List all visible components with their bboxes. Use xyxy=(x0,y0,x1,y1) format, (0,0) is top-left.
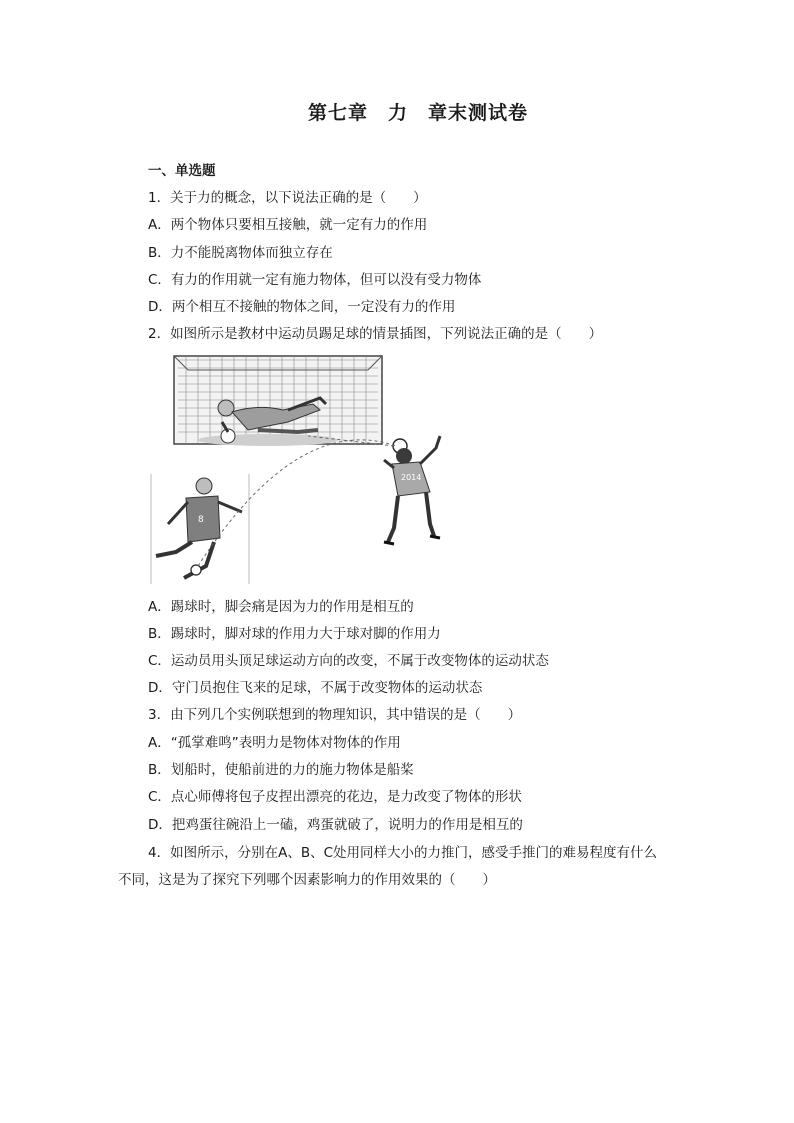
header-jersey-number: 2014 xyxy=(401,473,422,482)
question-2-option-b: B．踢球时，脚对球的作用力大于球对脚的作用力 xyxy=(148,626,441,642)
question-1-option-c: C．有力的作用就一定有施力物体，但可以没有受力物体 xyxy=(148,272,482,288)
soccer-scene-svg xyxy=(148,352,448,587)
question-3-stem: 3．由下列几个实例联想到的物理知识，其中错误的是（ ） xyxy=(148,707,522,723)
question-3-option-c: C．点心师傅将包子皮捏出漂亮的花边，是力改变了物体的形状 xyxy=(148,789,522,805)
header-player-figure xyxy=(384,436,440,544)
question-3-option-b: B．划船时，使船前进的力的施力物体是船桨 xyxy=(148,762,414,778)
question-2-option-c: C．运动员用头顶足球运动方向的改变，不属于改变物体的运动状态 xyxy=(148,653,549,669)
question-3-option-a: A．“孤掌难鸣”表明力是物体对物体的作用 xyxy=(148,735,401,751)
question-2-stem: 2．如图所示是教材中运动员踢足球的情景插图，下列说法正确的是（ ） xyxy=(148,326,603,342)
question-4-stem-line-2: 不同，这是为了探究下列哪个因素影响力的作用效果的（ ） xyxy=(118,872,496,888)
question-2-option-a: A．踢球时，脚会痛是因为力的作用是相互的 xyxy=(148,599,414,615)
ball-trajectory xyxy=(198,440,396,566)
soccer-illustration xyxy=(148,352,448,587)
kicker-figure xyxy=(150,474,250,584)
question-1-option-a: A．两个物体只要相互接触，就一定有力的作用 xyxy=(148,217,428,233)
question-3-option-d: D．把鸡蛋往碗沿上一磕，鸡蛋就破了，说明力的作用是相互的 xyxy=(148,817,523,833)
question-1-stem: 1．关于力的概念，以下说法正确的是（ ） xyxy=(148,190,427,206)
kicker-jersey-number: 8 xyxy=(198,515,204,525)
question-4-stem-line-1: 4．如图所示，分别在A、B、C处用同样大小的力推门，感受手推门的难易程度有什么 xyxy=(148,845,658,861)
question-1-option-b: B．力不能脱离物体而独立存在 xyxy=(148,245,333,261)
section-heading: 一、单选题 xyxy=(148,163,216,179)
page-title: 第七章 力 章末测试卷 xyxy=(307,102,528,124)
question-2-option-d: D．守门员抱住飞来的足球，不属于改变物体的运动状态 xyxy=(148,680,483,696)
question-1-option-d: D．两个相互不接触的物体之间，一定没有力的作用 xyxy=(148,299,456,315)
